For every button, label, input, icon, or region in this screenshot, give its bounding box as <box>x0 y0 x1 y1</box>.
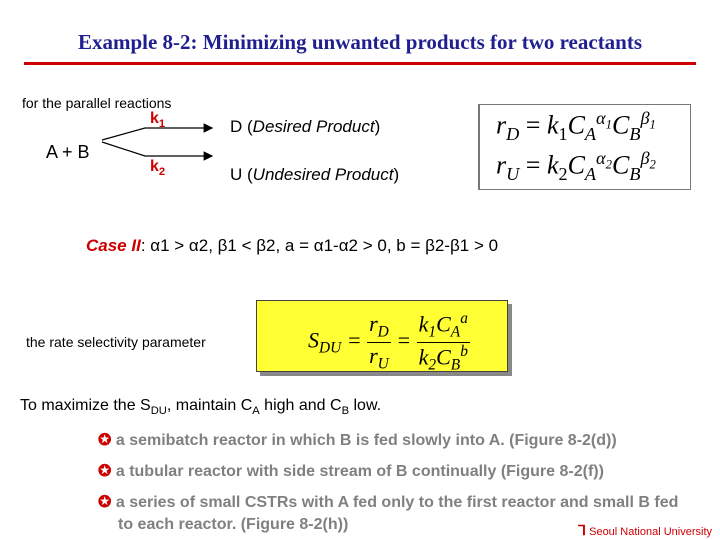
check-bullet-icon: ✪ <box>98 432 112 449</box>
bullet-2 <box>98 461 604 481</box>
reactants-label: A + B <box>46 142 90 162</box>
rate-equation-d: $r_D = k_1C_A^{\alpha_1}C_B^{\beta_1}$ <box>496 108 656 144</box>
bullet-2-text: a tubular reactor with side stream of B continually (Figure 8-2(f)) <box>115 463 604 480</box>
bullet-3-continuation: to each reactor. (Figure 8-2(h)) <box>118 516 349 533</box>
case-ii-label: Case II <box>86 236 141 255</box>
rate-equation-u: $r_U = k_2C_A^{\alpha_2}C_B^{\beta_2}$ <box>496 148 656 184</box>
case-ii-line <box>86 236 498 256</box>
desired-product-label: D (Desired Product) <box>230 117 381 136</box>
k2-label: $k_2$ <box>150 158 166 179</box>
check-bullet-icon: ✪ <box>98 494 112 511</box>
check-bullet-icon: ✪ <box>98 463 112 480</box>
bullet-1 <box>98 430 617 450</box>
arrow-to-u <box>102 142 212 156</box>
case-ii-conditions: : α1 > α2, β1 < β2, a = α1-α2 > 0, b = β2-β1 > 0 <box>140 236 499 255</box>
k1-label: $k_1$ <box>150 110 166 131</box>
university-logo-icon: ⅂ <box>578 522 587 538</box>
title-underline <box>24 62 696 65</box>
footer-credit <box>578 522 712 539</box>
maximize-statement: To maximize the $S_{DU}$, maintain $C_A$ high and $C_B$ low. <box>20 397 382 418</box>
intro-text: for the parallel reactions <box>22 95 172 111</box>
bullet-1-text: a semibatch reactor in which B is fed slowly into A. (Figure 8-2(d)) <box>115 432 617 449</box>
selectivity-equation: $S_{DU}$ = $\frac{r_D}{r_U}$ = $\frac{k_1C_A^a}{k_2C_B^b}$ <box>308 310 468 374</box>
selectivity-label: the rate selectivity parameter <box>26 334 206 350</box>
slide-title: Example 8-2: Minimizing unwanted products for two reactants <box>77 30 643 54</box>
bullet-3-text: a series of small CSTRs with A fed only to the first reactor and small B fed <box>115 494 679 511</box>
footer-text: Seoul National University <box>589 526 712 538</box>
undesired-product-label: U (Undesired Product) <box>230 165 400 184</box>
bullet-3 <box>98 492 678 512</box>
